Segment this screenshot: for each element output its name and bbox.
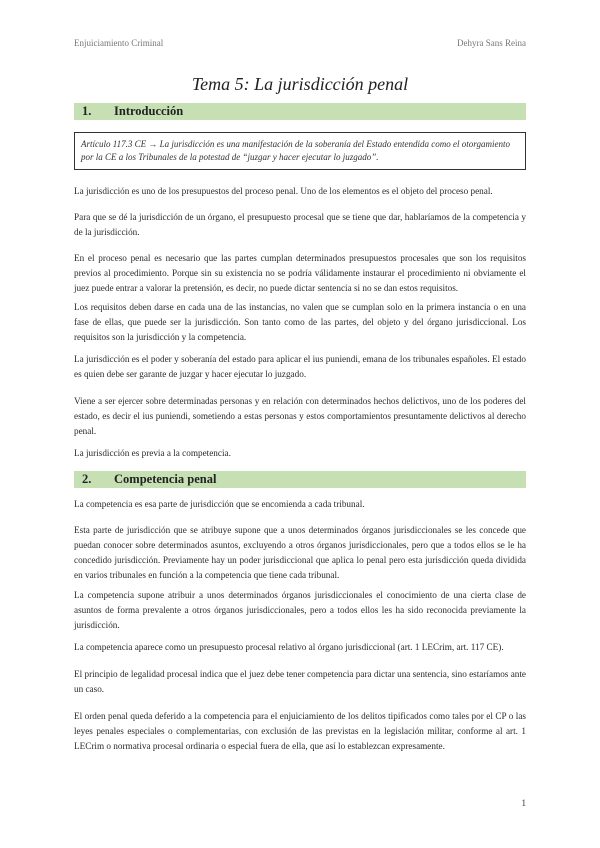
page-number: 1	[521, 798, 526, 808]
section-title: Introducción	[114, 104, 184, 118]
paragraph: La competencia aparece como un presupuesto procesal relativo al órgano jurisdiccional (art. 1 LECrim, art. 117 CE).	[74, 642, 504, 652]
section-title: Competencia penal	[114, 472, 217, 486]
paragraph: Viene a ser ejercer sobre determinadas personas y en relación con determinados hechos delictivos, uno de los poderes del estado, es decir el ius puniendi, sometiendo a estas personas y estos comportamientos presuntamente delictivos al derecho penal.	[74, 396, 526, 436]
section-heading-competencia-penal	[74, 471, 526, 488]
page-header	[74, 38, 526, 48]
paragraph: La jurisdicción es uno de los presupuestos del proceso penal. Uno de los elementos es el objeto del proceso penal.	[74, 186, 493, 196]
section-heading-introduccion	[74, 103, 526, 120]
paragraph: La jurisdicción es previa a la competencia.	[74, 448, 231, 458]
paragraph: El principio de legalidad procesal indica que el juez debe tener competencia para dictar una sentencia, sino estaríamos ante un caso.	[74, 669, 526, 694]
paragraph: La competencia supone atribuir a unos determinados órganos jurisdiccionales el conocimiento de una cierta clase de asuntos de forma prevalente a otros órganos jurisdiccionales, pero a todos ellos les ha sido reconocida previamente la jurisdicción.	[74, 590, 526, 630]
paragraph: En el proceso penal es necesario que las partes cumplan determinados presupuestos procesales que son los requisitos previos al procedimiento. Porque sin su existencia no se podría válidamente instaurar el procedimiento ni obviamente el juez puede entrar a valorar la pretensión, es decir, no puede dictar sentencia si no se dan estos requisitos.	[74, 253, 526, 293]
header-right: Dehyra Sans Reina	[457, 38, 526, 48]
quote-box: Artículo 117.3 CE → La jurisdicción es una manifestación de la soberanía del Estado entendida como el otorgamiento por la CE a los Tribunales de la potestad de “juzgar y hacer ejecutar lo juzgado”.	[74, 132, 526, 170]
paragraph: Los requisitos deben darse en cada una de las instancias, no valen que se cumplan solo en la primera instancia o en una fase de ellas, que puede ser la jurisdicción. Son tanto como de las partes, del objeto y del órgano jurisdiccional. Los requisitos son la jurisdicción y la competencia.	[74, 302, 526, 342]
section-number: 2.	[82, 472, 92, 486]
header-left: Enjuiciamiento Criminal	[74, 38, 164, 48]
paragraph: Para que se dé la jurisdicción de un órgano, el presupuesto procesal que se tiene que dar, hablaríamos de la competencia y de la jurisdicción.	[74, 212, 526, 237]
paragraph: La competencia es esa parte de jurisdicción que se encomienda a cada tribunal.	[74, 499, 365, 509]
paragraph: El orden penal queda deferido a la competencia para el enjuiciamiento de los delitos tipificados como tales por el CP o las leyes penales especiales o complementarias, con exclusión de las previstas en la legislación militar, conforme al art. 1 LECrim o normativa procesal ordinaria o especial fuera de ella, que así lo establezcan expresamente.	[74, 711, 526, 751]
section-number: 1.	[82, 104, 92, 118]
paragraph: Esta parte de jurisdicción que se atribuye supone que a unos determinados órganos jurisdiccionales se les concede que puedan conocer sobre determinados asuntos, excluyendo a otros órganos jurisdiccionales, pero que a todos ellos se le ha concedido jurisdicción. Previamente hay un poder jurisdiccional que aplica lo penal pero esta jurisdicción queda dividida en varios tribunales en función a la competencia que tiene cada tribunal.	[74, 525, 526, 580]
paragraph: La jurisdicción es el poder y soberanía del estado para aplicar el ius puniendi, emana de los tribunales españoles. El estado es quien debe ser garante de juzgar y hacer ejecutar lo juzgado.	[74, 354, 526, 379]
page-title: Tema 5: La jurisdicción penal	[191, 74, 409, 94]
